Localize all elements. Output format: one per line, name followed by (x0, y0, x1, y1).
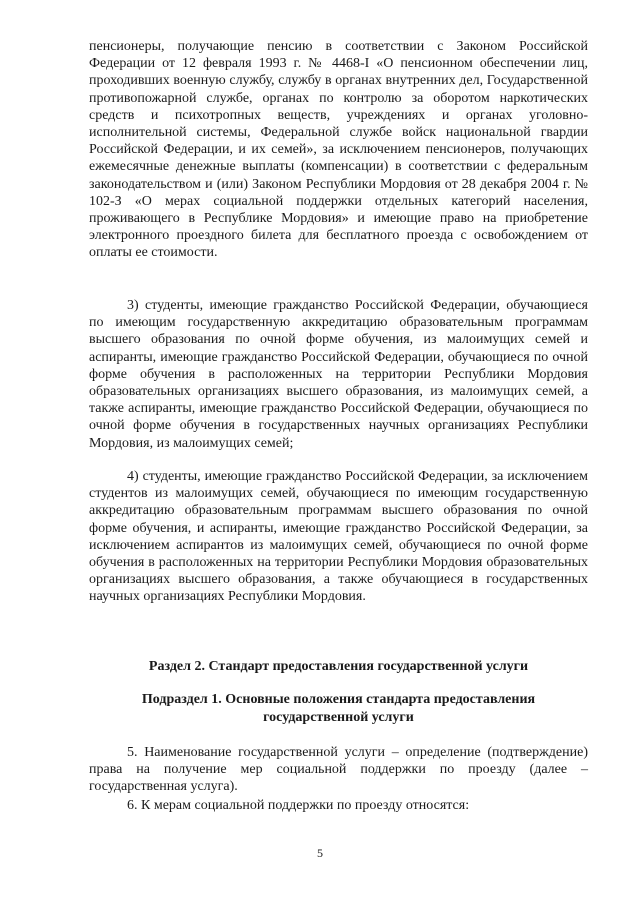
paragraph-continuation (89, 38, 588, 262)
subsection-heading (89, 691, 588, 726)
paragraph-text: 6. К мерам социальной поддержки по проезду относятся: (127, 798, 470, 813)
paragraph-item-4 (89, 468, 588, 606)
paragraph-item-5 (89, 744, 588, 796)
section-heading: Раздел 2. Стандарт предоставления государственной услуги (148, 659, 529, 674)
paragraph-text: пенсионеры, получающие пенсию в соответствии с Законом Российской Федерации от 12 февраля 1993 г. № 4468-I «О пенсионном обеспечении лиц, проходивших военную службу, службу в органах внутренних дел, Государственной противопожарной службе, органах по контролю за оборотом наркотических средств и психотропных веществ, учреждениях и органах уголовно-исполнительной системы, Федеральной службе войск национальной гвардии Российской Федерации, и их семей», за исключением пенсионеров, получающих ежемесячные денежные выплаты (компенсации) в соответствии с федеральным законодательством и (или) Законом Республики Мордовия от 28 декабря 2004 г. № 102-З «О мерах социальной поддержки отдельных категорий населения, проживающего в Республике Мордовия» и имеющие право на приобретение электронного проездного билета для бесплатного проезда с освобождением от оплаты ее стоимости. (89, 39, 588, 261)
paragraph-item-6 (89, 797, 588, 814)
paragraph-item-3 (89, 297, 588, 452)
page-number: 5 (317, 846, 323, 860)
subsection-heading-line-1: Подраздел 1. Основные положения стандарта предоставления (141, 692, 536, 707)
paragraph-text: 5. Наименование государственной услуги – определение (подтверждение) права на получение мер социальной поддержки по проезду (далее – государственная услуга). (89, 745, 588, 795)
paragraph-text: 3) студенты, имеющие гражданство Российской Федерации, обучающиеся по имеющим государственную аккредитацию образовательным программам высшего образования по очной форме обучения, из малоимущих семей и аспиранты, имеющие гражданство Российской Федерации, обучающиеся по очной форме обучения в расположенных на территории Республики Мордовия образовательных организациях высшего образования, из малоимущих семей, а также аспиранты, имеющие гражданство Российской Федерации, обучающиеся по очной форме обучения в государственных научных организациях Республики Мордовия, из малоимущих семей; (89, 298, 588, 451)
subsection-heading-line-2: государственной услуги (263, 709, 414, 725)
paragraph-text: 4) студенты, имеющие гражданство Российской Федерации, за исключением студентов из малоимущих семей, обучающиеся по имеющим государственную аккредитацию образовательным программам высшего образования по очной форме обучения, и аспиранты, имеющие гражданство Российской Федерации, за исключением аспирантов из малоимущих семей, обучающиеся по очной форме обучения в расположенных на территории Республики Мордовия образовательных организациях высшего образования, а также обучающиеся в государственных научных организациях Республики Мордовия. (89, 469, 588, 605)
